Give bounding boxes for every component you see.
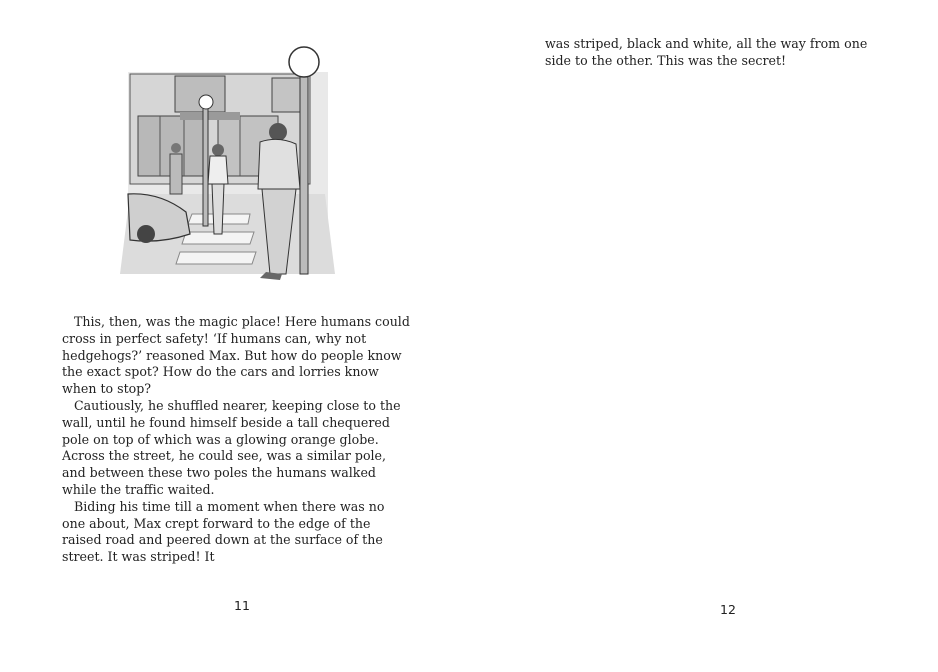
right-page xyxy=(469,0,938,672)
paragraph: was striped, black and white, all the way from one side to the other. This was the secret! xyxy=(545,36,868,68)
paragraph: Biding his time till a moment when there was no one about, Max crept forward to the edge of the raised road and peered down at the surface of the street. It was striped! It xyxy=(62,498,385,565)
street-crossing-illustration xyxy=(120,44,345,292)
page-number-right: 12 xyxy=(720,602,736,617)
paragraph: Cautiously, he shuffled nearer, keeping close to the wall, until he found himself beside a tall chequered pole on top of which was a glowing orange globe. Across the street, he could see, was a similar pole, and between these two poles the humans walked while the traffic waited. xyxy=(62,397,401,497)
right-page-text xyxy=(545,36,890,70)
page-number-left: 11 xyxy=(234,598,250,613)
paragraph: This, then, was the magic place! Here humans could cross in perfect safety! ‘If humans can, why not hedgehogs?’ reasoned Max. But how do people know the exact spot? How do the cars and lorries know when to stop? xyxy=(62,314,410,397)
left-page-text xyxy=(62,314,410,566)
